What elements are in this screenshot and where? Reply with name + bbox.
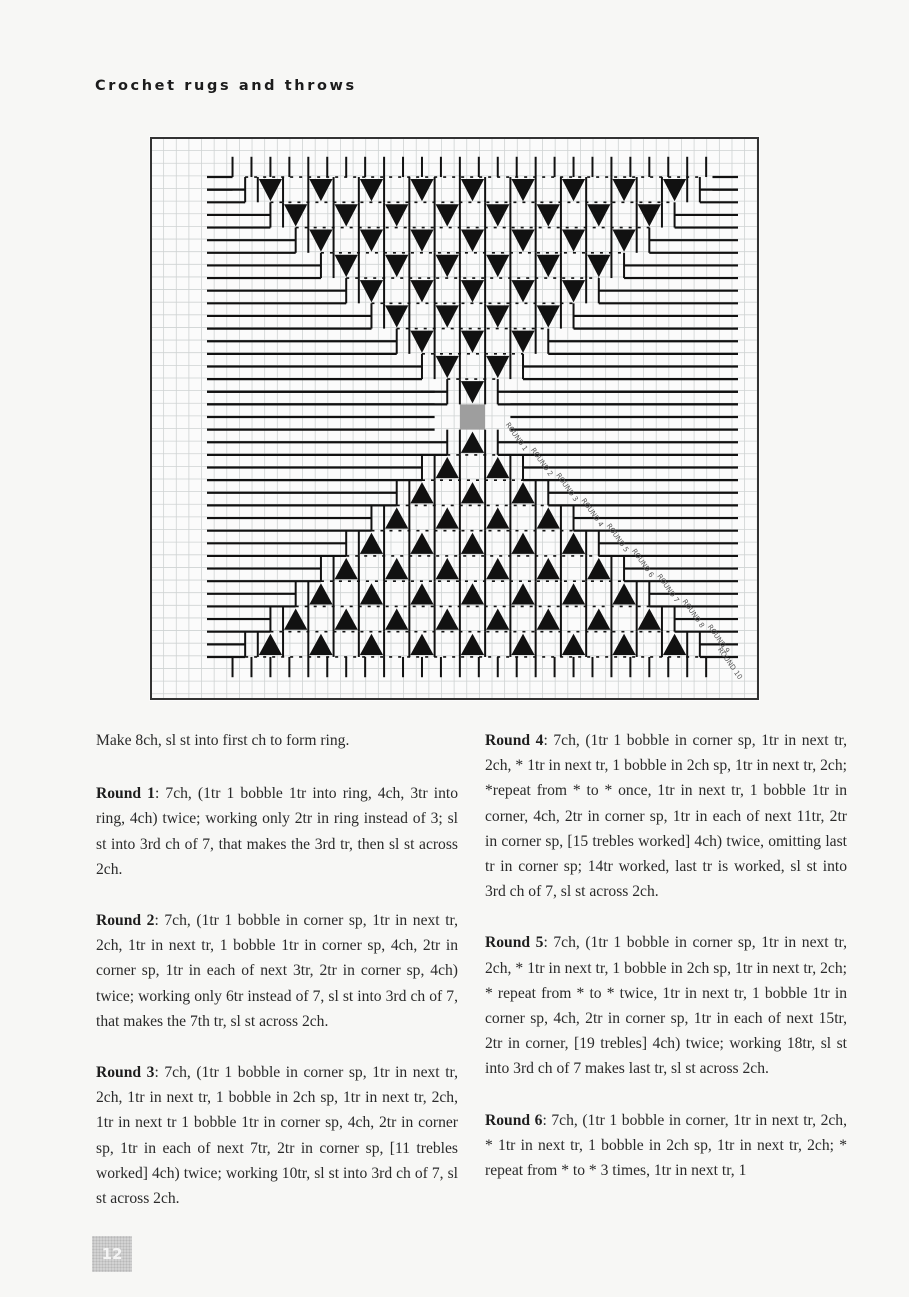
instructions-right-column: [485, 728, 847, 1209]
round-1-label: Round 1: [96, 785, 155, 803]
round-label: ROUND 1: [503, 421, 530, 453]
page-number: 12: [92, 1236, 132, 1272]
round-4-text: : 7ch, (1tr 1 bobble in corner sp, 1tr in next tr, 2ch, * 1tr in next tr, 1 bobble in 2ch sp, 1tr in next tr, 2ch; *repeat from * to * once, 1tr in next tr, 1 bobble 1tr in corner, 4ch, 2tr in corner sp, 1tr in each of next 11tr, 2tr in corner sp, [15 trebles worked] 4ch) twice, omitting last tr in corner sp; 14tr worked, last tr is worked, sl st into 3rd ch of 7, sl st across 2ch.: [485, 732, 847, 901]
round-label: ROUND 6: [629, 547, 656, 579]
round-5-label: Round 5: [485, 934, 544, 952]
round-1-text: : 7ch, (1tr 1 bobble 1tr into ring, 4ch, 3tr into ring, 4ch) twice; working only 2tr in ring instead of 3; sl st into 3rd ch of 7, that makes the 3rd tr, then sl st across 2ch.: [96, 785, 458, 878]
round-label: ROUND 3: [554, 471, 580, 504]
crochet-chart: [149, 136, 760, 701]
round-2-text: : 7ch, (1tr 1 bobble in corner sp, 1tr in next tr, 2ch, 1tr in next tr, 1 bobble 1tr in corner sp, 4ch, 2tr in corner sp, 1tr in each of next 3tr, 2tr in corner sp, 4ch) twice; working only 6tr instead of 7, sl st into 3rd ch of 7, that makes the 7th tr, sl st across 2ch.: [96, 912, 458, 1030]
round-6-label: Round 6: [485, 1111, 543, 1129]
chart-grid: [149, 136, 760, 701]
round-5-text: : 7ch, (1tr 1 bobble in corner sp, 1tr in next tr, 2ch, * 1tr in next tr, 1 bobble in 2ch sp, 1tr in next tr, 2ch; * repeat from * to * twice, 1tr in next tr, 1 bobble 1tr in corner sp, 4ch, 2tr in corner sp, 1tr in each of next 15tr, 2tr in corner, [19 trebles] 4ch) twice; working 18tr, sl st into 3rd ch of 7 makes last tr, sl st across 2ch.: [485, 934, 847, 1078]
round-label: ROUND 10: [715, 645, 744, 682]
round-label: ROUND 2: [528, 446, 555, 478]
round-label: ROUND 9: [705, 623, 732, 655]
instructions-left-column: [96, 728, 458, 1237]
round-1-paragraph: [96, 781, 458, 882]
round-3-label: Round 3: [96, 1064, 155, 1082]
round-4-label: Round 4: [485, 732, 544, 749]
round-6-text: : 7ch, (1tr 1 bobble in corner, 1tr in next tr, 2ch, * 1tr in next tr, 1 bobble in 2ch sp, 1tr in next tr, 2ch; * repeat from * to * 3 times, 1tr in next tr, 1: [485, 1111, 847, 1180]
round-4-paragraph: [485, 728, 847, 904]
running-head: Crochet rugs and throws: [95, 78, 357, 94]
round-5-paragraph: [485, 930, 847, 1081]
round-3-paragraph: [96, 1060, 458, 1211]
round-label: ROUND 8: [680, 597, 706, 630]
round-label: ROUND 5: [604, 522, 631, 554]
round-label: ROUND 7: [655, 572, 681, 605]
round-3-text: : 7ch, (1tr 1 bobble in corner sp, 1tr in next tr, 2ch, 1tr in next tr, 1 bobble in 2ch sp, 1tr in next tr, 2ch, 1tr in next tr 1 bobble 1tr in corner sp, 4ch, 2tr in corner sp, 1tr in each of next 7tr, 2tr in corner sp, [11 trebles worked] 4ch) twice; working 10tr, sl st into 3rd ch of 7, sl st across 2ch.: [96, 1064, 458, 1208]
round-2-label: Round 2: [96, 912, 155, 930]
round-label: ROUND 4: [579, 496, 605, 529]
intro-paragraph: Make 8ch, sl st into first ch to form ring.: [96, 732, 350, 749]
centre-ring-square: [460, 404, 485, 429]
round-2-paragraph: [96, 908, 458, 1034]
round-6-paragraph: [485, 1108, 847, 1184]
